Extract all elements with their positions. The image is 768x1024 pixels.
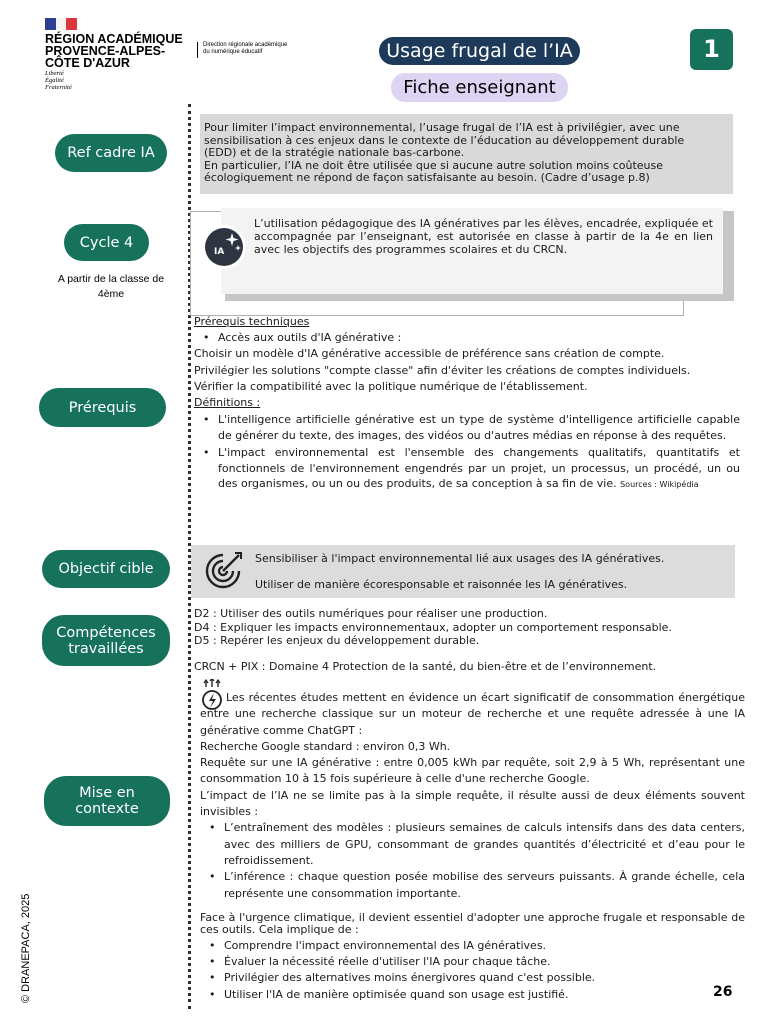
motto-line: Fraternité [45,84,72,91]
ref-line: (EDD) et de la stratégie nationale bas-carbone. [204,146,465,159]
cycle-label: Cycle 4 [64,224,149,261]
cycle-note: A partir de la classe de 4ème [57,273,165,300]
objective-line: Utiliser de manière écoresponsable et raisonnée les IA génératives. [255,578,628,591]
definition-text: L'impact environnemental est l'ensemble des changements qualitatifs, quantitatifs et fonctionnels de l'environnement engendrés par un projet, un processus, un procédé, un ou des organismes, ou un ou des produits, de sa conception à sa fin de vie. [218,446,740,490]
prerequisites-label: Prérequis [39,388,166,427]
objective-label: Objectif cible [42,550,170,588]
crcn-line: CRCN + PIX : Domaine 4 Protection de la santé, du bien-être et de l’environnement. [194,659,657,673]
context-request: Requête sur une IA générative : entre 0,005 kWh par requête, soit 2,9 à 5 Wh, représentant une consommation 10 à 15 fois supérieure à celle d'une recherche Google. [200,756,745,786]
page-title: Usage frugal de l’IA [379,37,580,65]
region-name [45,33,183,69]
context-impact: L’impact de l’IA ne se limite pas à la simple requête, il résulte aussi de deux éléments souvent invisibles : [200,788,745,819]
invisible-item: • L’entraînement des modèles : plusieurs semaines de calculs intensifs dans des data centers, avec des milliers de GPU, consommant de grandes quantités d’électricité et d’eau pour le refroidissement. [200,820,745,869]
action-item: • Utiliser l'IA de manière optimisée quand son usage est justifié. [200,987,745,1003]
direction-line: du numérique éducatif [203,48,263,55]
skills-label-line: Compétences [56,624,156,641]
sources-note: Sources : Wikipédia [620,480,699,489]
ref-line: sensibilisation à ces enjeux dans le contexte de l’éducation au développement durable [204,133,685,147]
region-line: PROVENCE-ALPES- [45,44,166,58]
context-label-line: Mise en [79,785,135,801]
copyright: © DRANEPACA, 2025 [20,893,32,1003]
prereq-line: Vérifier la compatibilité avec la politique numérique de l'établissement. [194,380,588,393]
invisible-item: • L’inférence : chaque question posée mobilise des serveurs puissants. À grande échelle, cela représente une consommation importante. [200,869,745,902]
context-label-line: contexte [75,801,139,817]
definition-item: • L'intelligence artificielle générative est un type de système d'intelligence artificielle capable de générer du texte, des images, des vidéos ou d'autres médias en réponse à des requêtes. [194,412,740,443]
page-number: 26 [713,984,733,1000]
direction-line: Direction régionale académique [203,42,288,48]
ai-sparkle-icon [198,224,250,270]
motto-line: Liberté [45,70,64,77]
ref-cadre-box [200,114,733,194]
motto-line: Égalité [45,77,64,84]
skills-section [194,607,734,673]
cycle-box [221,208,723,294]
definitions-heading: Définitions : [194,395,261,409]
context-section [200,690,745,1003]
target-icon [201,549,247,593]
action-item: • Comprendre l'impact environnemental des IA génératives. [200,938,745,954]
context-google: Recherche Google standard : environ 0,3 Wh. [200,739,451,753]
context-urgency: Face à l'urgence climatique, il devient essentiel d'adopter une approche frugale et responsable de ces outils. Cela implique de : [200,910,745,936]
ref-cadre-label: Ref cadre IA [55,134,167,172]
direction-name [203,42,287,55]
skills-label [42,615,170,666]
action-item: • Privilégier des alternatives moins énergivores quand c'est possible. [200,970,745,986]
definition-item [194,445,740,493]
ai-icon-label: IA [214,247,225,257]
objective-line: Sensibiliser à l'impact environnemental lié aux usages des IA génératives. [255,552,665,565]
republic-motto [45,70,72,91]
skill-line: D4 : Expliquer les impacts environnementaux, adopter un comportement responsable. [194,620,672,634]
region-line: RÉGION ACADÉMIQUE [45,32,183,46]
action-item: • Évaluer la nécessité réelle d'utiliser l'IA pour chaque tâche. [200,954,745,970]
page-subtitle: Fiche enseignant [391,73,568,102]
french-flag-logo [45,18,77,30]
context-label [44,776,170,826]
header-divider [197,42,198,58]
context-intro: Les récentes études mettent en évidence un écart significatif de consommation énergétique entre une recherche classique sur un moteur de recherche et une requête adressée à une IA générative comme ChatGPT : [200,691,745,737]
skill-line: D2 : Utiliser des outils numériques pour réaliser une production. [194,607,548,620]
region-line: CÔTE D'AZUR [45,56,130,70]
prereq-heading: Prérequis techniques [194,315,310,328]
cycle-text: L’utilisation pédagogique des IA génératives par les élèves, encadrée, expliquée et accompagnée par l’enseignant, est autorisée en classe à partir de la 4e en lien avec les objectifs des programmes scolaires et du CRCN. [254,217,713,256]
prerequisites-section [194,314,740,493]
ref-line: écologiquement ne répond de façon satisfaisante au besoin. (Cadre d’usage p.8) [204,171,650,184]
prereq-line: Choisir un modèle d'IA générative accessible de préférence sans création de compte. [194,347,665,360]
skills-label-line: travaillées [68,640,144,657]
prereq-bullet: • Accès aux outils d'IA générative : [194,330,740,346]
ref-line: Pour limiter l’impact environnemental, l’usage frugal de l’IA est à privilégier, avec une [204,121,680,134]
ref-line: En particulier, l’IA ne doit être utilisée que si aucune autre solution moins coûteuse [204,158,664,172]
card-number-badge: 1 [690,29,733,70]
prereq-line: Privilégier les solutions "compte classe" afin d'éviter les créations de comptes individuels. [194,363,691,377]
skill-line: D5 : Repérer les enjeux du développement durable. [194,634,480,647]
